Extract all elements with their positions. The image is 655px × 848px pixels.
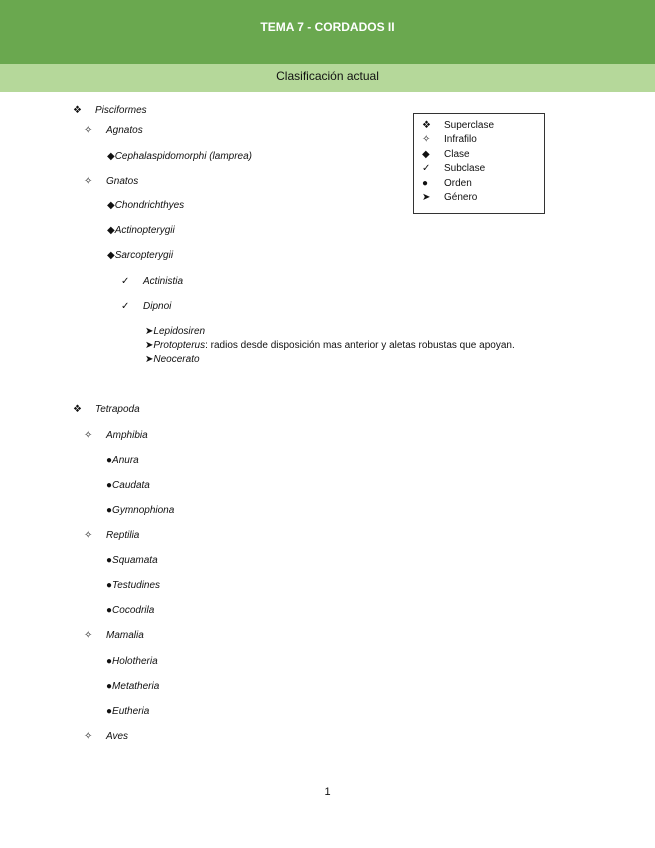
arrowhead-icon: ➤ [145, 340, 154, 351]
node-label: Actinopterygii [114, 225, 175, 236]
node-label: Gnatos [106, 176, 139, 187]
bullet-icon: ● [106, 681, 113, 692]
arrowhead-icon: ➤ [422, 192, 431, 203]
four-diamond-icon: ❖ [422, 120, 431, 131]
bullet-icon: ● [106, 480, 113, 491]
node-label: Actinistia [143, 276, 184, 287]
tree-node-neocerato [145, 353, 200, 367]
four-diamond-icon: ❖ [73, 105, 82, 116]
four-diamond-icon: ❖ [73, 404, 82, 415]
node-label: Gymnophiona [112, 505, 175, 516]
node-label: Testudines [112, 580, 161, 591]
page-number: 1 [324, 786, 331, 798]
node-label: Cephalaspidomorphi (lamprea) [114, 151, 252, 162]
node-label: Squamata [112, 555, 158, 566]
arrowhead-icon: ➤ [145, 354, 154, 365]
tree-node-chondrichthyes [107, 199, 184, 213]
legend-row-orden [422, 177, 472, 191]
node-label: Chondrichthyes [114, 200, 185, 211]
legend-row-subclase [422, 162, 485, 176]
node-label: Tetrapoda [95, 404, 140, 415]
tree-node-sarcopterygii [107, 249, 173, 263]
tree-node-holotheria [106, 655, 158, 669]
tree-node-eutheria [106, 705, 149, 719]
node-label: Caudata [112, 480, 150, 491]
tree-node-metatheria [106, 680, 159, 694]
star-outline-icon: ✧ [422, 134, 431, 145]
bullet-icon: ● [106, 455, 113, 466]
bullet-icon: ● [106, 656, 113, 667]
check-icon: ✓ [121, 276, 130, 287]
legend-box [413, 113, 545, 214]
node-label: Anura [112, 455, 139, 466]
document-header [0, 0, 655, 64]
legend-row-genero [422, 191, 477, 205]
check-icon: ✓ [121, 301, 130, 312]
tree-node-cephalaspidomorphi [107, 150, 252, 164]
node-label: Neocerato [153, 354, 200, 365]
legend-row-infrafilo [422, 133, 477, 147]
star-outline-icon: ✧ [84, 731, 93, 742]
star-outline-icon: ✧ [84, 630, 93, 641]
tree-node-caudata [106, 479, 150, 493]
bullet-icon: ● [106, 580, 113, 591]
node-label: Eutheria [112, 706, 150, 717]
node-label: Cocodrila [112, 605, 155, 616]
tree-node-pisciformes [73, 104, 147, 118]
node-label: Agnatos [106, 125, 143, 136]
legend-label: Orden [444, 178, 472, 189]
bullet-icon: ● [106, 605, 113, 616]
tree-node-mamalia [84, 629, 144, 643]
node-label: Reptilia [106, 530, 140, 541]
node-label: Sarcopterygii [114, 250, 174, 261]
bullet-icon: ● [106, 505, 113, 516]
node-label: Protopterus [153, 340, 206, 351]
tree-node-tetrapoda [73, 403, 140, 417]
tree-node-actinopterygii [107, 224, 175, 238]
section-header [0, 64, 655, 92]
legend-row-superclase [422, 119, 494, 133]
legend-label: Subclase [444, 163, 486, 174]
node-label: Pisciformes [95, 105, 147, 116]
diamond-icon: ◆ [107, 200, 115, 211]
star-outline-icon: ✧ [84, 530, 93, 541]
legend-row-clase [422, 148, 470, 162]
section-title: Clasificación actual [276, 69, 379, 83]
tree-node-testudines [106, 579, 160, 593]
diamond-icon: ◆ [422, 149, 430, 160]
tree-node-gnatos [84, 175, 138, 189]
tree-node-agnatos [84, 124, 143, 138]
tree-node-reptilia [84, 529, 139, 543]
legend-label: Clase [444, 149, 470, 160]
tree-node-squamata [106, 554, 158, 568]
bullet-icon: ● [422, 178, 429, 189]
check-icon: ✓ [422, 163, 431, 174]
tree-node-cocodrila [106, 604, 154, 618]
node-label: Holotheria [112, 656, 158, 667]
legend-label: Superclase [444, 120, 495, 131]
tree-node-lepidosiren [145, 325, 205, 339]
legend-label: Infrafilo [444, 134, 477, 145]
node-label: Lepidosiren [153, 326, 206, 337]
tree-node-gymnophiona [106, 504, 174, 518]
tree-node-anura [106, 454, 139, 468]
node-label: Metatheria [112, 681, 160, 692]
tree-node-actinistia [121, 275, 183, 289]
node-label: Amphibia [106, 430, 148, 441]
node-label: Dipnoi [143, 301, 172, 312]
node-label: Aves [106, 731, 129, 742]
star-outline-icon: ✧ [84, 430, 93, 441]
node-note: : radios desde disposición mas anterior y aletas robustas que apoyan. [205, 340, 515, 351]
bullet-icon: ● [106, 555, 113, 566]
node-label: Mamalia [106, 630, 144, 641]
diamond-icon: ◆ [107, 225, 115, 236]
tree-node-amphibia [84, 429, 148, 443]
diamond-icon: ◆ [107, 151, 115, 162]
legend-label: Género [444, 192, 478, 203]
star-outline-icon: ✧ [84, 125, 93, 136]
star-outline-icon: ✧ [84, 176, 93, 187]
bullet-icon: ● [106, 706, 113, 717]
tree-node-protopterus [145, 339, 515, 353]
document-title: TEMA 7 - CORDADOS II [260, 20, 395, 34]
tree-node-dipnoi [121, 300, 171, 314]
tree-node-aves [84, 730, 128, 744]
diamond-icon: ◆ [107, 250, 115, 261]
arrowhead-icon: ➤ [145, 326, 154, 337]
